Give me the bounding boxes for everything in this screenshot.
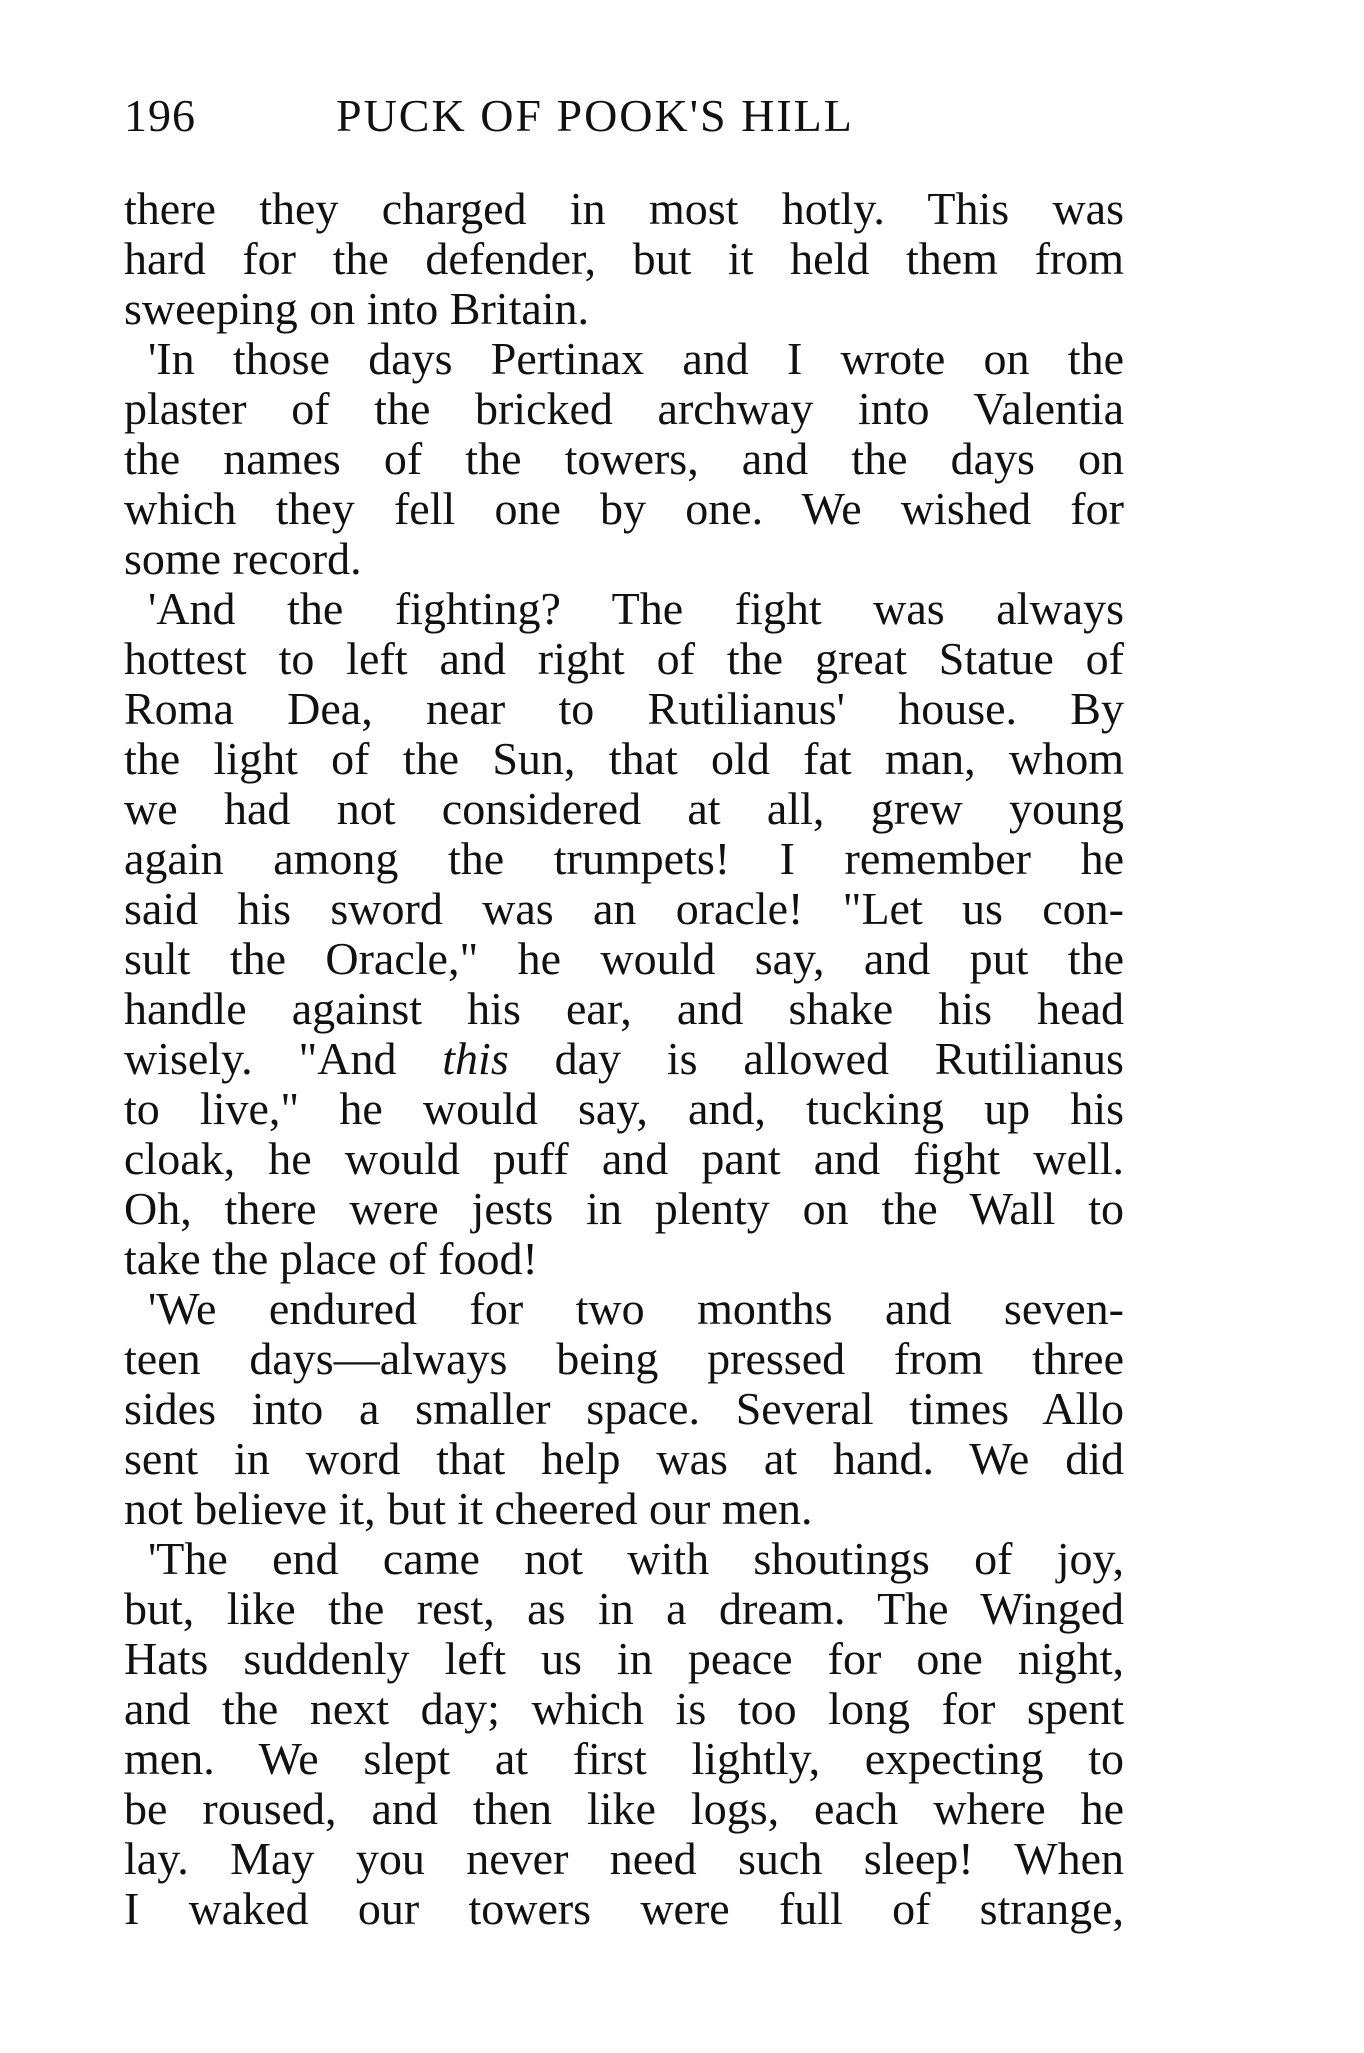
text-line: handle against his ear, and shake his head <box>124 983 1124 1034</box>
word: Rutilianus <box>934 1033 1124 1084</box>
word: this <box>442 1033 509 1084</box>
text-line: teen days—always being pressed from three <box>124 1333 1124 1384</box>
word: "And <box>298 1033 397 1084</box>
text-line: Hats suddenly left us in peace for one night, <box>124 1633 1124 1684</box>
running-title: PUCK OF POOK'S HILL <box>336 90 854 141</box>
text-line: plaster of the bricked archway into Valentia <box>124 383 1124 434</box>
text-line: and the next day; which is too long for spent <box>124 1683 1124 1734</box>
text-line <box>124 1034 1124 1084</box>
text-line: which they fell one by one. We wished for <box>124 483 1124 534</box>
text-line: 'And the fighting? The fight was always <box>148 583 1124 634</box>
text-line: men. We slept at first lightly, expecting to <box>124 1733 1124 1784</box>
text-line: sweeping on into Britain. <box>124 283 590 334</box>
word: wisely. <box>124 1033 253 1084</box>
text-line: sides into a smaller space. Several times Allo <box>124 1383 1124 1434</box>
text-line: there they charged in most hotly. This was <box>124 183 1124 234</box>
text-line: hottest to left and right of the great Statue of <box>124 633 1124 684</box>
word: day <box>554 1033 621 1084</box>
word: is <box>666 1033 698 1084</box>
text-line: cloak, he would puff and pant and fight well. <box>124 1133 1124 1184</box>
text-line: again among the trumpets! I remember he <box>124 833 1124 884</box>
body-text <box>124 184 1124 1934</box>
page-number: 196 <box>124 90 196 141</box>
text-line: but, like the rest, as in a dream. The Winged <box>124 1583 1124 1634</box>
text-line: be roused, and then like logs, each where he <box>124 1783 1124 1834</box>
text-line: said his sword was an oracle! "Let us con- <box>124 883 1124 934</box>
text-line: Roma Dea, near to Rutilianus' house. By <box>124 683 1124 734</box>
text-line: lay. May you never need such sleep! When <box>124 1833 1124 1884</box>
text-line: 'The end came not with shoutings of joy, <box>148 1533 1124 1584</box>
text-line: sent in word that help was at hand. We did <box>124 1433 1124 1484</box>
running-head <box>124 86 1124 146</box>
text-line: 'We endured for two months and seven- <box>148 1283 1124 1334</box>
text-line: Oh, there were jests in plenty on the Wall to <box>124 1183 1124 1234</box>
text-line: hard for the defender, but it held them from <box>124 233 1124 284</box>
text-line: not believe it, but it cheered our men. <box>124 1483 813 1534</box>
text-line: some record. <box>124 533 362 584</box>
text-line: we had not considered at all, grew young <box>124 783 1124 834</box>
text-line: 'In those days Pertinax and I wrote on the <box>148 333 1124 384</box>
word: allowed <box>743 1033 889 1084</box>
text-line: to live," he would say, and, tucking up his <box>124 1083 1124 1134</box>
text-line: the light of the Sun, that old fat man, whom <box>124 733 1124 784</box>
text-line: I waked our towers were full of strange, <box>124 1883 1124 1934</box>
text-line: take the place of food! <box>124 1233 538 1284</box>
text-line: the names of the towers, and the days on <box>124 433 1124 484</box>
text-line: sult the Oracle," he would say, and put the <box>124 933 1124 984</box>
